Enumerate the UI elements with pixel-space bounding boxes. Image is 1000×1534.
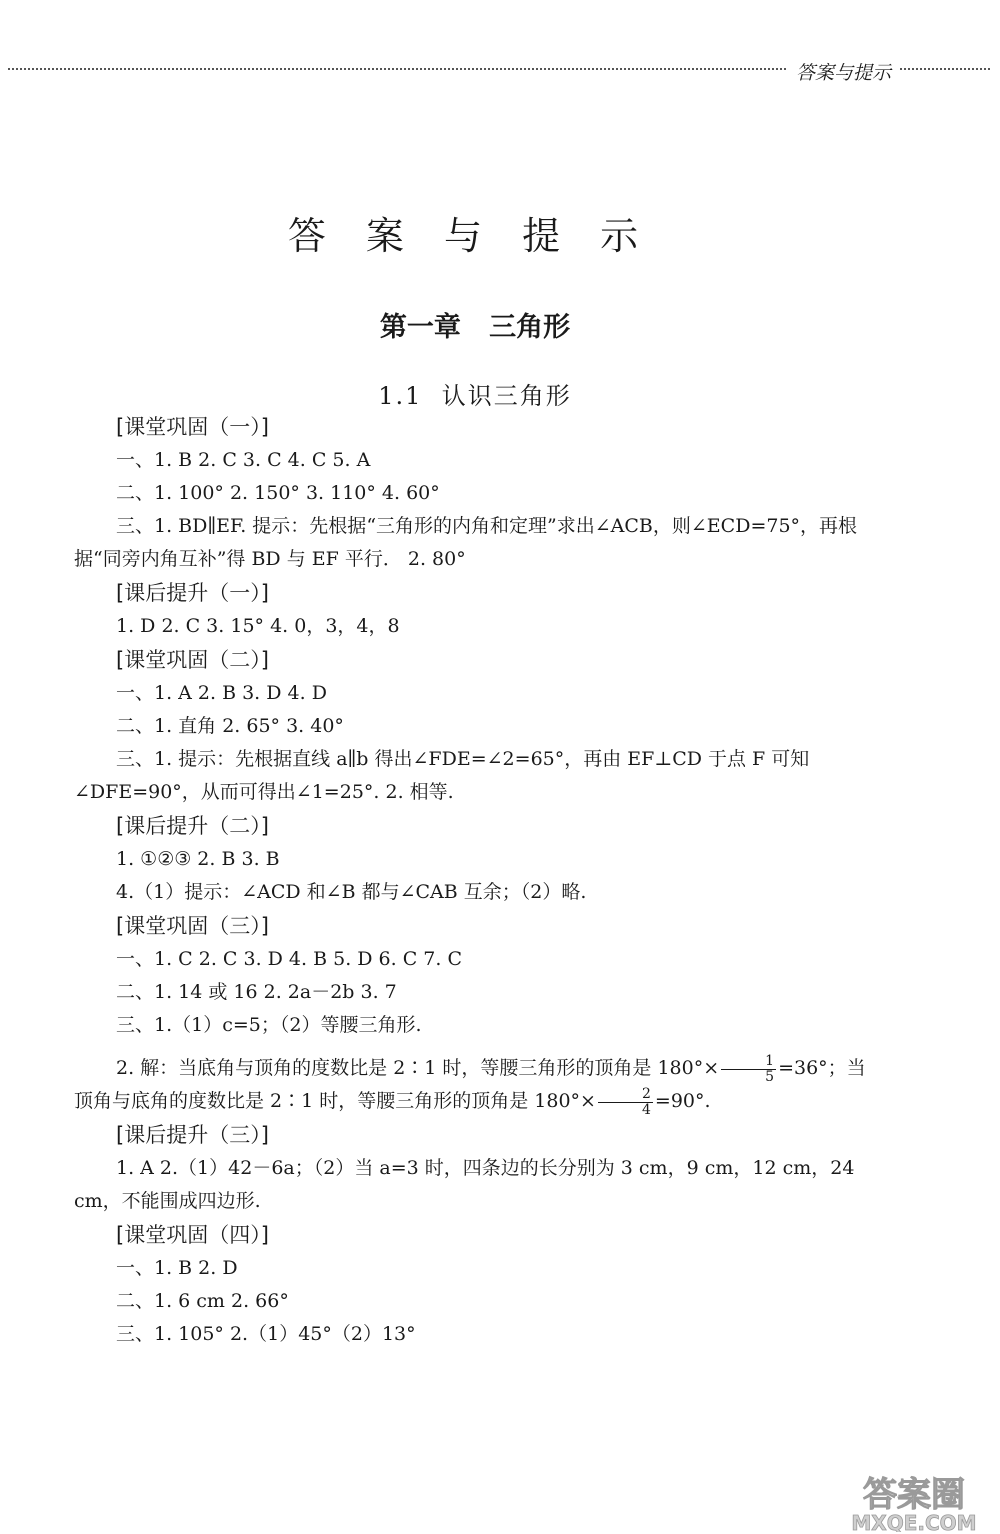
answer-line: 三、1. 105° 2.（1）45°（2）13° bbox=[116, 1323, 416, 1345]
watermark-text-top: 答案圈 bbox=[863, 1475, 965, 1515]
fraction-numerator: 1 bbox=[721, 1054, 776, 1070]
exercise-heading: [课堂巩固（一）] bbox=[116, 415, 269, 439]
answer-paragraph: 三、1. BD∥EF. 提示：先根据“三角形的内角和定理”求出∠ACB，则∠ECD=75°，再根据“同旁内角互补”得 BD 与 EF 平行． 2. 80° bbox=[74, 515, 858, 570]
answer-line: 二、1. 直角 2. 65° 3. 40° bbox=[116, 715, 344, 737]
watermark-text-bottom: MXQE.COM bbox=[851, 1511, 977, 1532]
answer-paragraph: 三、1. 提示：先根据直线 a∥b 得出∠FDE=∠2=65°，再由 EF⊥CD 于点 F 可知∠DFE=90°，从而可得出∠1=25°. 2. 相等. bbox=[74, 748, 810, 803]
fraction-denominator: 4 bbox=[641, 1101, 651, 1118]
fraction bbox=[598, 1087, 653, 1118]
exercise-heading: [课后提升（二）] bbox=[116, 814, 269, 838]
answer-line: 1. D 2. C 3. 15° 4. 0，3，4，8 bbox=[116, 615, 400, 637]
answer-line: 一、1. A 2. B 3. D 4. D bbox=[116, 682, 327, 704]
answer-paragraph: 1. A 2.（1）42－6a；（2）当 a=3 时，四条边的长分别为 3 cm，9 cm，12 cm，24 cm，不能围成四边形. bbox=[74, 1157, 855, 1212]
answer-line: 1. ①②③ 2. B 3. B bbox=[116, 848, 280, 870]
page-title: 答 案 与 提 示 bbox=[287, 214, 653, 258]
answer-line: 一、1. B 2. D bbox=[116, 1257, 238, 1279]
answer-line: 二、1. 100° 2. 150° 3. 110° 4. 60° bbox=[116, 482, 440, 504]
fraction-text-part: =36°；当顶角与底角的度数比是 2∶1 时，等腰三角形的顶角是 180°× bbox=[74, 1057, 866, 1112]
section-title: 1.1 认识三角形 bbox=[378, 382, 572, 410]
answer-line: 二、1. 6 cm 2. 66° bbox=[116, 1290, 289, 1312]
answer-line: 二、1. 14 或 16 2. 2a－2b 3. 7 bbox=[116, 981, 397, 1003]
site-watermark-logo bbox=[832, 1470, 997, 1532]
answer-line: 一、1. B 2. C 3. C 4. C 5. A bbox=[116, 449, 371, 471]
chapter-title: 第一章 三角形 bbox=[379, 312, 571, 343]
exercise-heading: [课堂巩固（二）] bbox=[116, 648, 269, 672]
exercise-heading: [课后提升（一）] bbox=[116, 581, 269, 605]
answer-line: 一、1. C 2. C 3. D 4. B 5. D 6. C 7. C bbox=[116, 948, 462, 970]
exercise-heading: [课堂巩固（四）] bbox=[116, 1223, 269, 1247]
fraction bbox=[721, 1054, 776, 1085]
exercise-heading: [课后提升（三）] bbox=[116, 1123, 269, 1147]
fraction-answer-paragraph bbox=[74, 1052, 874, 1118]
fraction-denominator: 5 bbox=[765, 1068, 775, 1085]
fraction-text-part: =90°. bbox=[654, 1090, 711, 1112]
fraction-numerator: 2 bbox=[598, 1087, 653, 1103]
running-header: 答案与提示 bbox=[788, 58, 899, 85]
exercise-heading: [课堂巩固（三）] bbox=[116, 914, 269, 938]
answer-line: 4.（1）提示：∠ACD 和∠B 都与∠CAB 互余；（2）略. bbox=[116, 881, 587, 903]
fraction-text-part: 2. 解：当底角与顶角的度数比是 2∶1 时，等腰三角形的顶角是 180°× bbox=[116, 1057, 720, 1079]
answer-line: 三、1.（1）c=5；（2）等腰三角形. bbox=[116, 1014, 422, 1036]
answer-content bbox=[74, 410, 874, 1351]
